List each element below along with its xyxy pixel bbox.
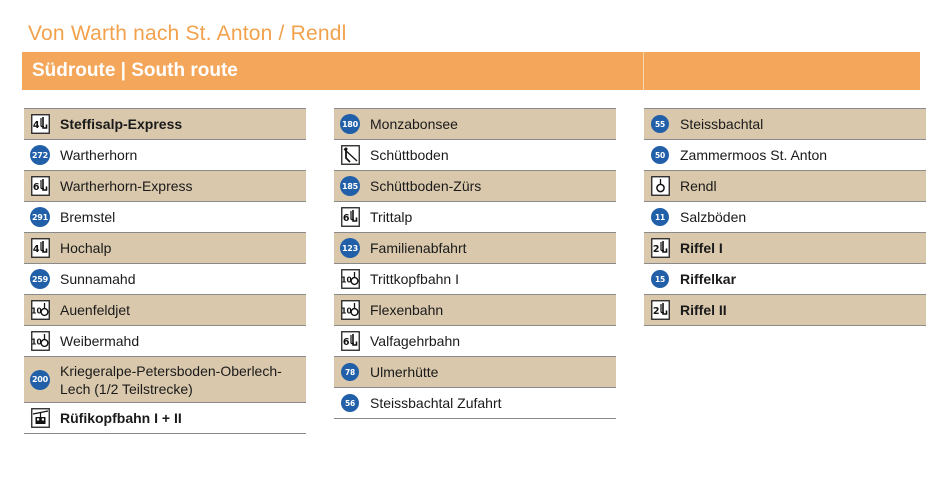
route-row: [644, 264, 926, 295]
piste-number-icon: [340, 362, 360, 382]
banner-divider: [643, 52, 644, 90]
route-row: [644, 171, 926, 202]
route-row-label: Steissbachtal: [680, 115, 764, 132]
chairlift-4-icon: [30, 114, 50, 134]
piste-number-badge: 259: [30, 269, 50, 289]
gondola-10-icon: [30, 331, 50, 351]
piste-number-icon: [30, 145, 50, 165]
cable-car-icon: [30, 408, 50, 428]
gondola-10-icon: [340, 269, 360, 289]
route-row: [334, 233, 616, 264]
svg-text:6: 6: [342, 213, 350, 225]
route-row-label: Riffel II: [680, 301, 727, 318]
svg-text:6: 6: [342, 337, 350, 349]
route-row-label: Auenfeldjet: [60, 301, 131, 318]
route-row-label: Flexenbahn: [370, 301, 444, 318]
route-row: [24, 233, 306, 264]
route-row: [334, 295, 616, 326]
chairlift-2-icon: [650, 238, 670, 258]
route-row: [24, 109, 306, 140]
route-row-label: Rendl: [680, 177, 717, 194]
piste-number-icon: [650, 269, 670, 289]
svg-text:4: 4: [32, 244, 40, 256]
piste-number-badge: 185: [340, 176, 360, 196]
gondola-icon: [650, 176, 670, 196]
route-row-label: Rüfikopfbahn I + II: [60, 409, 182, 426]
chairlift-6-icon: [340, 207, 360, 227]
piste-number-badge: 200: [30, 370, 50, 390]
piste-number-icon: [30, 370, 50, 390]
route-row: [644, 233, 926, 264]
route-row-label: Salzböden: [680, 208, 747, 225]
route-row: [24, 357, 306, 403]
gondola-10-icon: [30, 300, 50, 320]
route-row-label: Steffisalp-Express: [60, 115, 183, 132]
route-row-label: Trittkopfbahn I: [370, 270, 459, 287]
route-row-label: Valfagehrbahn: [370, 332, 461, 349]
route-row: [334, 109, 616, 140]
route-column-3: [644, 108, 926, 326]
route-row: [334, 388, 616, 419]
route-row: [644, 295, 926, 326]
route-column-1: [24, 108, 306, 434]
route-row: [24, 264, 306, 295]
route-row-label: Familienabfahrt: [370, 239, 467, 256]
piste-number-icon: [340, 114, 360, 134]
route-row: [334, 326, 616, 357]
route-column-2: [334, 108, 616, 419]
svg-text:10: 10: [340, 306, 352, 316]
route-row-label: Ulmerhütte: [370, 363, 439, 380]
chairlift-6-icon: [30, 176, 50, 196]
piste-number-icon: [650, 145, 670, 165]
page-title: Von Warth nach St. Anton / Rendl: [28, 22, 347, 45]
piste-number-badge: 123: [340, 238, 360, 258]
route-row-label: Riffelkar: [680, 270, 737, 287]
chairlift-2-icon: [650, 300, 670, 320]
svg-text:10: 10: [30, 306, 42, 316]
route-row: [24, 326, 306, 357]
gondola-10-icon: [340, 300, 360, 320]
svg-text:10: 10: [340, 275, 352, 285]
route-row-label: Weibermahd: [60, 332, 140, 349]
route-row: [334, 171, 616, 202]
route-row-label: Steissbachtal Zufahrt: [370, 394, 502, 411]
route-row: [644, 109, 926, 140]
route-row-label: Schüttboden-Zürs: [370, 177, 482, 194]
route-row: [334, 202, 616, 233]
svg-text:10: 10: [30, 337, 42, 347]
piste-number-icon: [30, 207, 50, 227]
route-row-label: Schüttboden: [370, 146, 449, 163]
piste-number-icon: [650, 114, 670, 134]
route-row: [644, 140, 926, 171]
piste-number-icon: [340, 238, 360, 258]
chairlift-6-icon: [340, 331, 360, 351]
svg-text:2: 2: [652, 244, 660, 256]
piste-number-badge: 291: [30, 207, 50, 227]
piste-number-badge: 11: [651, 208, 669, 226]
route-row: [24, 140, 306, 171]
svg-text:4: 4: [32, 120, 40, 132]
route-row-label: Monzabonsee: [370, 115, 458, 132]
route-banner-title: Südroute | South route: [32, 60, 238, 81]
route-row: [644, 202, 926, 233]
piste-number-badge: 55: [651, 115, 669, 133]
piste-number-badge: 272: [30, 145, 50, 165]
piste-number-badge: 15: [651, 270, 669, 288]
route-row-label: Sunnamahd: [60, 270, 136, 287]
surface-lift-icon: [340, 145, 360, 165]
route-row-label: Bremstel: [60, 208, 116, 225]
route-row-label: Riffel I: [680, 239, 723, 256]
route-row: [334, 140, 616, 171]
route-row: [24, 295, 306, 326]
piste-number-badge: 78: [341, 363, 359, 381]
piste-number-icon: [340, 176, 360, 196]
route-row: [24, 202, 306, 233]
piste-number-icon: [650, 207, 670, 227]
route-banner: [22, 52, 920, 90]
piste-number-icon: [340, 393, 360, 413]
chairlift-4-icon: [30, 238, 50, 258]
route-row-label: Zammermoos St. Anton: [680, 146, 828, 163]
route-row-label: Wartherhorn-Express: [60, 177, 193, 194]
piste-number-badge: 56: [341, 394, 359, 412]
svg-text:2: 2: [652, 306, 660, 318]
route-row-label: Trittalp: [370, 208, 413, 225]
piste-number-badge: 50: [651, 146, 669, 164]
route-row: [24, 171, 306, 202]
route-row-label: Wartherhorn: [60, 146, 138, 163]
route-row-label: Hochalp: [60, 239, 112, 256]
piste-number-icon: [30, 269, 50, 289]
route-row: [334, 357, 616, 388]
route-row: [24, 403, 306, 434]
route-row-label: Kriegeralpe-Petersboden-Oberlech-Lech (1/2 Teilstrecke): [60, 362, 282, 397]
svg-text:6: 6: [32, 182, 40, 194]
piste-number-badge: 180: [340, 114, 360, 134]
route-row: [334, 264, 616, 295]
